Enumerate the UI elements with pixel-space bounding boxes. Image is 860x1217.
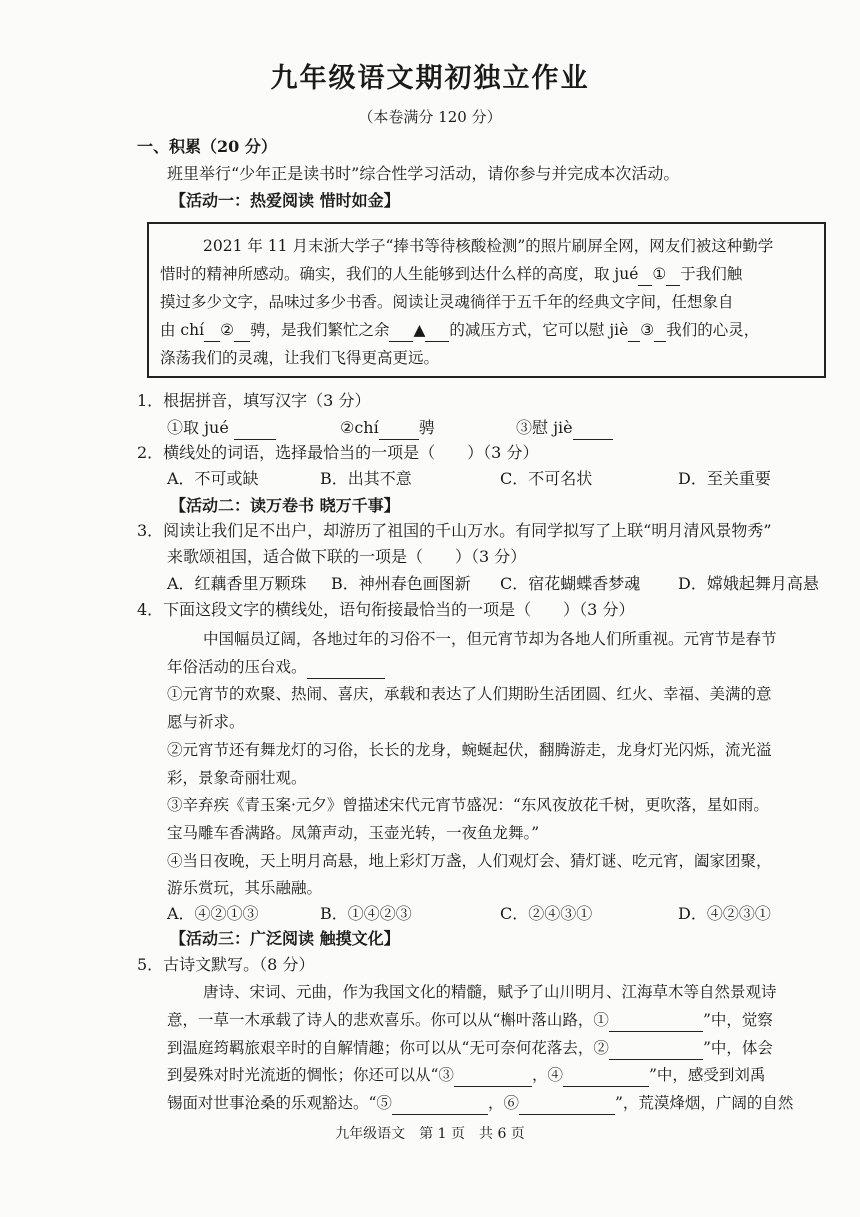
passage-line-3: 摸过多少文字，品味过多少书香。阅读让灵魂徜徉于五千年的经典文字间，任想象自 xyxy=(160,293,734,311)
q5-text: ”中，感受到刘禹 xyxy=(648,1066,766,1084)
q5-text: ，⑥ xyxy=(487,1094,519,1112)
q4-option-c[interactable]: C．②④③① xyxy=(500,904,593,923)
answer-blank[interactable] xyxy=(519,1096,615,1115)
answer-blank[interactable] xyxy=(454,1068,532,1087)
q4-sentence-2b: 彩，景象奇丽壮观。 xyxy=(167,769,307,787)
q4-option-b[interactable]: B．①④②③ xyxy=(320,904,412,923)
passage-line-1: 2021 年 11 月末浙大学子“捧书等待核酸检测”的照片刷屏全网，网友们被这种勤学 xyxy=(203,237,774,255)
question-1-items xyxy=(167,416,276,440)
q5-text: 意，一草一木承载了诗人的悲欢喜乐。你可以从“槲叶落山路，① xyxy=(167,1011,609,1029)
question-2-stem: 2．横线处的词语，选择最恰当的一项是（ ）（3 分） xyxy=(137,443,539,462)
q2-option-a[interactable]: A．不可或缺 xyxy=(167,469,259,488)
answer-blank xyxy=(628,323,640,342)
section-heading: 一、积累（20 分） xyxy=(137,137,277,156)
q3-option-d[interactable]: D．嫦娥起舞月高悬 xyxy=(678,574,819,593)
passage-text: 惜时的精神所感动。确实，我们的人生能够到达什么样的高度，取 jué xyxy=(160,265,639,283)
passage-line-5: 涤荡我们的灵魂，让我们飞得更高更远。 xyxy=(160,349,440,367)
q4-sentence-3a: ③辛弃疾《青玉案·元夕》曾描述宋代元宵节盛况：“东风夜放花千树，更吹落，星如雨。 xyxy=(167,796,769,814)
q4-passage-line-1: 中国幅员辽阔，各地过年的习俗不一，但元宵节却为各地人们所重视。元宵节是春节 xyxy=(203,630,777,648)
answer-blank[interactable] xyxy=(563,1068,649,1087)
question-3-stem-1: 3．阅读让我们足不出户，却游历了祖国的千山万水。有同学拟写了上联“明月清风景物秀” xyxy=(137,521,772,540)
answer-blank[interactable] xyxy=(609,1013,703,1032)
question-1-item-b xyxy=(340,416,435,440)
answer-blank[interactable] xyxy=(573,421,613,440)
q3-option-c[interactable]: C．宿花蝴蝶香梦魂 xyxy=(500,574,641,593)
answer-blank xyxy=(389,323,413,342)
q4-sentence-1b: 愿与祈求。 xyxy=(167,713,245,731)
question-1-item-c xyxy=(516,416,613,440)
page-subtitle: （本卷满分 120 分） xyxy=(358,108,502,126)
passage-line-4 xyxy=(160,318,759,342)
q1-item-b-suffix: 骋 xyxy=(418,418,435,437)
q3-option-a[interactable]: A．红藕香里万颗珠 xyxy=(167,574,307,593)
q1-item-b: ②chí xyxy=(340,418,379,437)
q5-line-1: 唐诗、宋词、元曲，作为我国文化的精髓，赋予了山川明月、江海草木等自然景观诗 xyxy=(203,983,777,1001)
q4-sentence-3b: 宝马雕车香满路。凤箫声动，玉壶光转，一夜鱼龙舞。” xyxy=(167,824,540,842)
blank-number: ③ xyxy=(640,321,655,339)
passage-text: 的减压方式，它可以慰 jiè xyxy=(449,321,629,339)
q5-text: ”，荒漠烽烟，广阔的自然 xyxy=(614,1094,794,1112)
q1-item-c: ③慰 jiè xyxy=(516,418,573,437)
answer-blank xyxy=(638,267,652,286)
q5-line-3 xyxy=(167,1036,773,1060)
passage-text: 由 chí xyxy=(160,321,205,339)
passage-text: 于我们触 xyxy=(680,265,743,283)
q3-option-b[interactable]: B．神州春色画图新 xyxy=(331,574,471,593)
passage-text: 我们的心灵， xyxy=(666,321,760,339)
answer-blank[interactable] xyxy=(392,1096,488,1115)
q5-line-4 xyxy=(167,1063,765,1087)
answer-blank[interactable] xyxy=(234,421,276,440)
q4-sentence-4a: ④当日夜晚，天上明月高悬，地上彩灯万盏，人们观灯会、猜灯谜、吃元宵，阖家团聚， xyxy=(167,852,772,870)
triangle-marker: ▲ xyxy=(413,321,426,339)
question-5-stem: 5．古诗文默写。（8 分） xyxy=(137,955,315,974)
answer-blank[interactable] xyxy=(609,1041,703,1060)
q4-sentence-1a: ①元宵节的欢聚、热闹、喜庆，承载和表达了人们期盼生活团圆、红火、幸福、美满的意 xyxy=(167,685,772,703)
answer-blank xyxy=(666,267,680,286)
q5-text: 到晏殊对时光流逝的惆怅；你还可以从“③ xyxy=(167,1066,454,1084)
question-3-stem-2: 来歌颂祖国，适合做下联的一项是（ ）（3 分） xyxy=(167,547,527,566)
passage-text: 骋，是我们繁忙之余 xyxy=(249,321,390,339)
blank-number: ② xyxy=(220,321,234,339)
answer-blank xyxy=(234,323,250,342)
section-intro: 班里举行“少年正是读书时”综合性学习活动，请你参与并完成本次活动。 xyxy=(167,164,680,183)
q5-line-2 xyxy=(167,1008,773,1032)
q5-text: 到温庭筠羁旅艰辛时的自解情趣；你可以从“无可奈何花落去，② xyxy=(167,1039,609,1057)
question-4-stem: 4．下面这段文字的横线处，语句衔接最恰当的一项是（ ）（3 分） xyxy=(137,600,635,619)
answer-blank[interactable] xyxy=(379,421,419,440)
q4-option-d[interactable]: D．④②③① xyxy=(678,904,771,923)
q5-line-5 xyxy=(167,1091,793,1115)
q5-text: 锡面对世事沧桑的乐观豁达。“⑤ xyxy=(167,1094,392,1112)
q1-item-a: ①取 jué xyxy=(167,418,229,437)
activity-two-heading: 【活动二：读万卷书 晓万千事】 xyxy=(170,496,400,515)
q5-text: ”中，觉察 xyxy=(702,1011,773,1029)
answer-blank xyxy=(654,323,666,342)
activity-three-heading: 【活动三：广泛阅读 触摸文化】 xyxy=(170,929,400,948)
q5-text: ”中，体会 xyxy=(702,1039,773,1057)
q4-passage-line-2 xyxy=(167,655,385,679)
blank-number: ① xyxy=(652,265,667,283)
q5-text: ，④ xyxy=(531,1066,563,1084)
page-footer: 九年级语文 第 1 页 共 6 页 xyxy=(335,1126,525,1142)
q2-option-c[interactable]: C．不可名状 xyxy=(500,469,593,488)
answer-blank xyxy=(425,323,449,342)
q2-option-b[interactable]: B．出其不意 xyxy=(320,469,412,488)
page-title: 九年级语文期初独立作业 xyxy=(270,63,590,94)
passage-line-2 xyxy=(160,262,742,286)
q4-passage-text: 年俗活动的压台戏。 xyxy=(167,658,307,676)
q4-sentence-2a: ②元宵节还有舞龙灯的习俗，长长的龙身，蜿蜒起伏，翻腾游走，龙身灯光闪烁，流光溢 xyxy=(167,741,772,759)
q4-option-a[interactable]: A．④②①③ xyxy=(167,904,259,923)
activity-one-heading: 【活动一：热爱阅读 惜时如金】 xyxy=(170,191,400,210)
q4-sentence-4b: 游乐赏玩，其乐融融。 xyxy=(167,879,323,897)
answer-blank[interactable] xyxy=(307,660,385,679)
question-1-stem: 1．根据拼音，填写汉字（3 分） xyxy=(137,391,371,410)
answer-blank xyxy=(204,323,220,342)
q2-option-d[interactable]: D．至关重要 xyxy=(678,469,771,488)
